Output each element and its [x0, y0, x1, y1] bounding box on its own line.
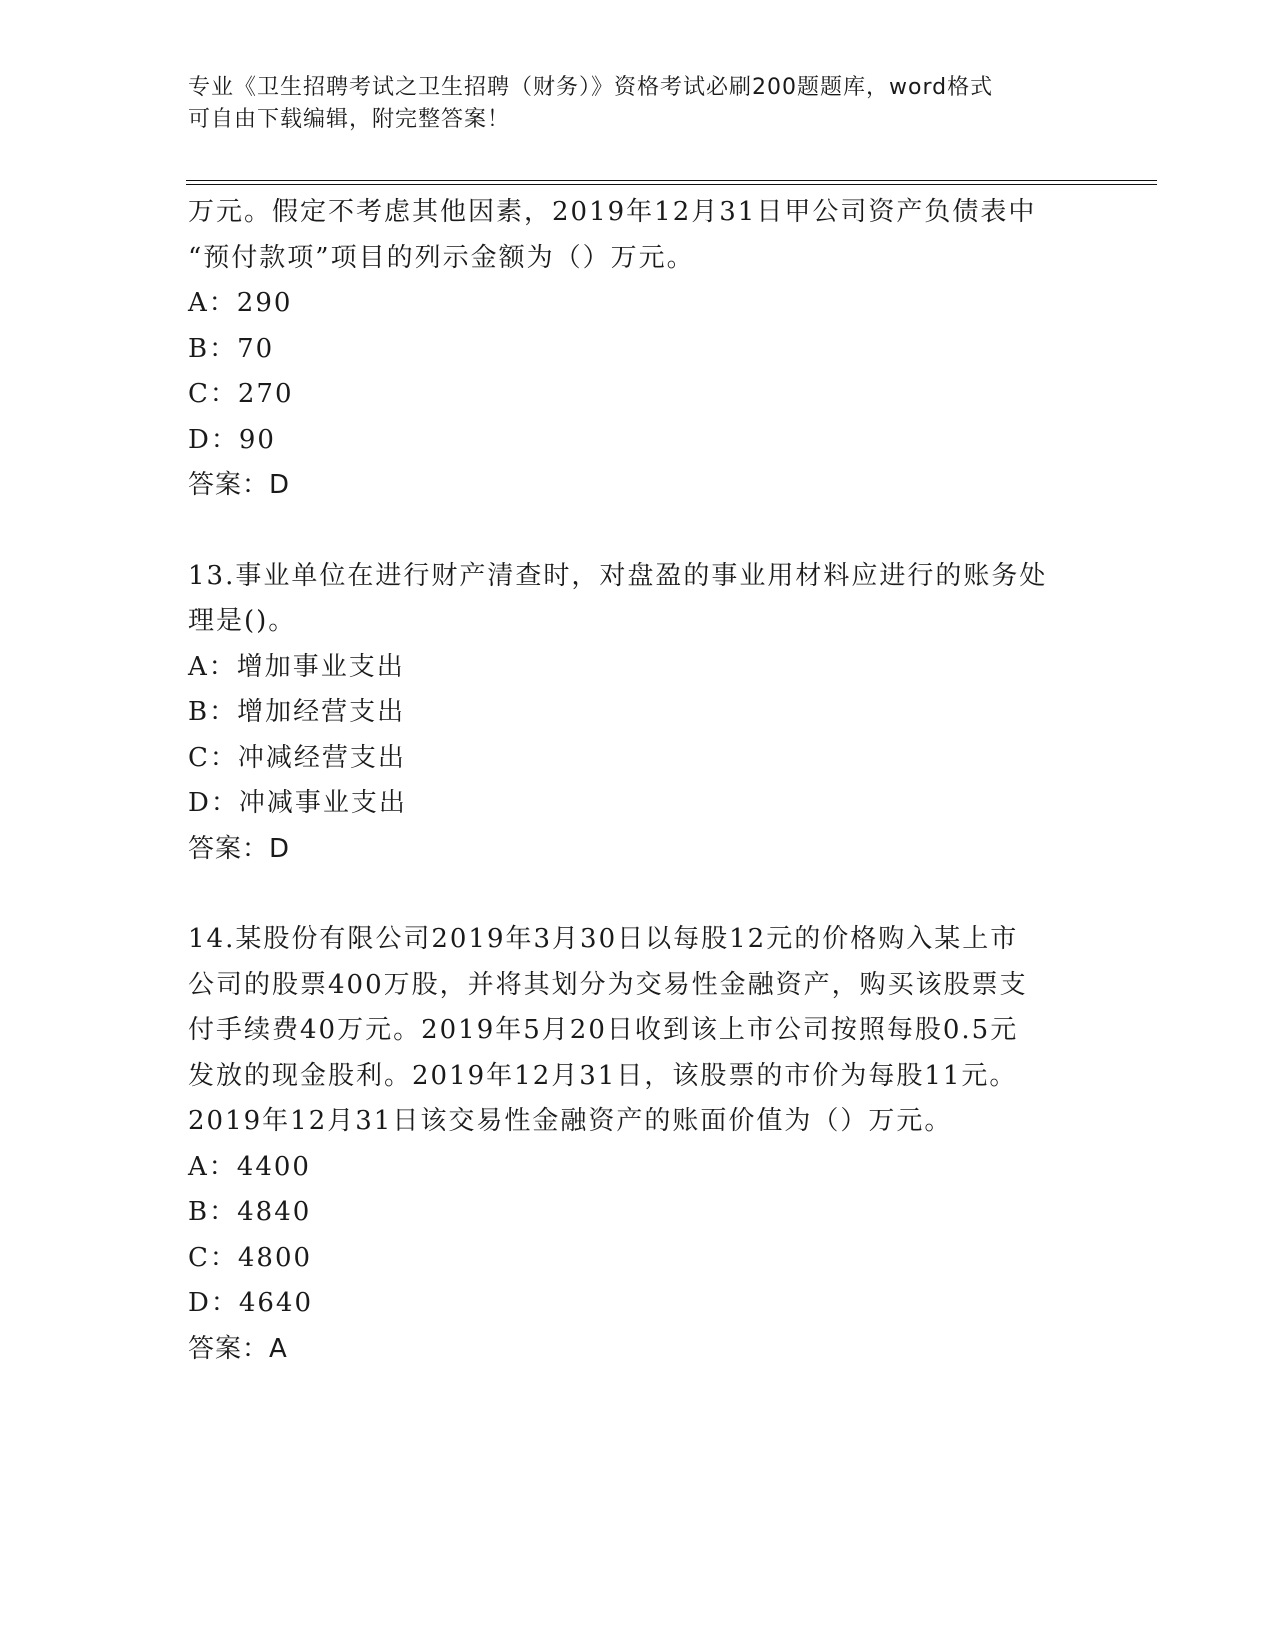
question-text-line: 公司的股票400万股，并将其划分为交易性金融资产，购买该股票支: [188, 969, 1028, 1000]
question-14: [188, 917, 1088, 1372]
question-text-line: 14.某股份有限公司2019年3月30日以每股12元的价格购入某上市: [188, 924, 1019, 954]
option-a: A：增加事业支出: [188, 651, 405, 682]
header-divider-bottom: [186, 184, 1157, 185]
header-title-line-1: 专业《卫生招聘考试之卫生招聘（财务）》资格考试必刷200题题库，word格式: [188, 75, 994, 100]
option-c: C：270: [188, 379, 294, 409]
question-text-line: “预付款项”项目的列示金额为（）万元。: [188, 242, 695, 273]
header-title-line-2: 可自由下载编辑，附完整答案！: [188, 107, 511, 132]
question-text-line: 理是()。: [188, 606, 297, 636]
option-b: B：增加经营支出: [188, 697, 406, 727]
option-a: A：290: [188, 288, 293, 318]
document-header: [188, 72, 1088, 136]
option-c: C：4800: [188, 1242, 313, 1273]
spacer: [188, 509, 1088, 554]
answer-line: 答案：D: [188, 470, 291, 500]
spacer: [188, 872, 1088, 917]
option-c: C：冲减经营支出: [188, 742, 406, 773]
question-text-line: 付手续费40万元。2019年5月20日收到该上市公司按照每股0.5元: [188, 1015, 1019, 1045]
option-d: D：4640: [188, 1288, 314, 1318]
question-text-line: 2019年12月31日该交易性金融资产的账面价值为（）万元。: [188, 1106, 953, 1136]
option-d: D：冲减事业支出: [188, 788, 407, 818]
answer-line: 答案：D: [188, 833, 291, 864]
option-a: A：4400: [188, 1151, 311, 1182]
question-13: [188, 554, 1088, 873]
option-b: B：4840: [188, 1197, 312, 1227]
header-divider-top: [186, 180, 1157, 181]
question-text-line: 万元。假定不考虑其他因素，2019年12月31日甲公司资产负债表中: [188, 197, 1037, 227]
answer-line: 答案：A: [188, 1333, 288, 1364]
option-b: B：70: [188, 333, 275, 364]
question-text-line: 发放的现金股利。2019年12月31日，该股票的市价为每股11元。: [188, 1060, 1018, 1091]
question-12: [188, 190, 1088, 509]
document-body: [188, 190, 1088, 1372]
option-d: D：90: [188, 424, 276, 455]
question-text-line: 13.事业单位在进行财产清查时，对盘盈的事业用材料应进行的账务处: [188, 560, 1048, 591]
